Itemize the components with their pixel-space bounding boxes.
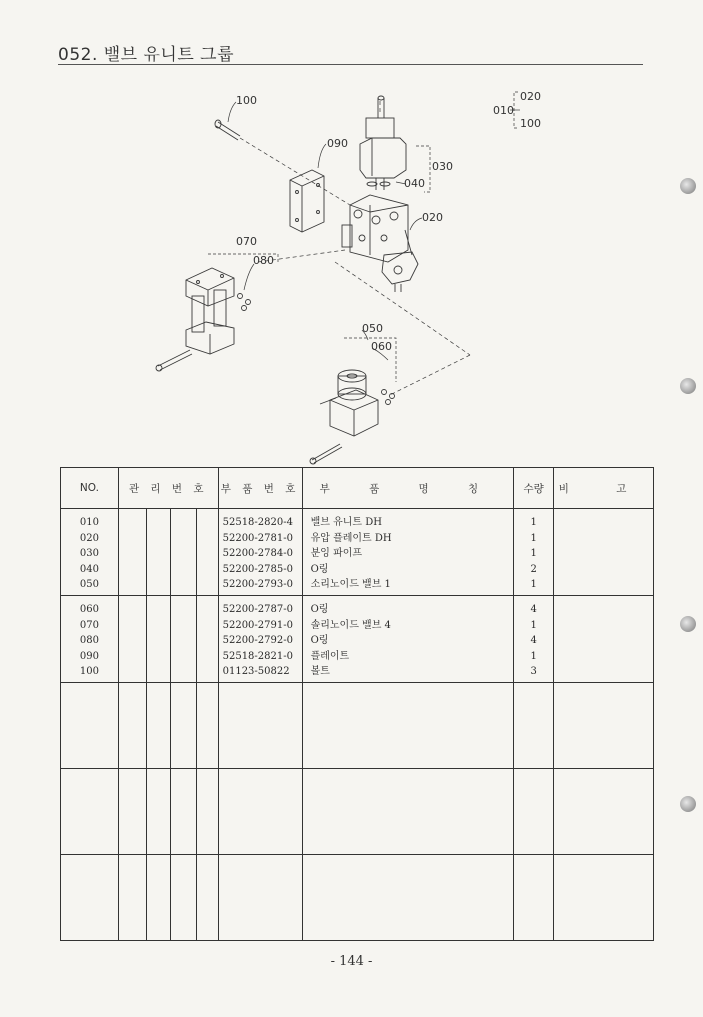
label-040: 040 [404, 177, 425, 190]
label-100: 100 [236, 94, 257, 107]
solenoid-valve-050-drawing [310, 370, 395, 464]
label-090: 090 [327, 137, 348, 150]
part-qty: 1 [530, 517, 537, 528]
page-number: - 144 - [330, 954, 373, 969]
part-qty: 1 [530, 619, 537, 631]
binder-hole [680, 796, 696, 812]
part-no: 050 [79, 579, 99, 591]
table-row-empty [61, 769, 654, 855]
page-title: 052. 밸브 유니트 그룹 [58, 45, 235, 65]
part-no: 030 [79, 548, 99, 560]
part-number: 52518-2821-0 [222, 650, 293, 662]
label-080: 080 [253, 254, 274, 267]
part-name: O링 [310, 563, 329, 575]
part-name: O링 [310, 635, 329, 647]
solenoid-valve-070-drawing [156, 268, 251, 371]
legend-label-020: 020 [520, 90, 541, 103]
header-quantity: 수량 [514, 468, 554, 509]
exploded-parts-diagram [0, 0, 703, 470]
part-qty: 1 [530, 650, 537, 662]
label-060: 060 [371, 340, 392, 353]
pipe-030-drawing [360, 96, 406, 190]
label-050: 050 [362, 322, 383, 335]
part-name: O링 [310, 604, 329, 615]
part-qty: 1 [530, 532, 537, 544]
legend-label-100: 100 [520, 117, 541, 130]
part-qty: 1 [530, 579, 537, 591]
part-no: 070 [79, 619, 99, 631]
binder-hole [680, 616, 696, 632]
part-name: 밸브 유니트 DH [310, 517, 382, 528]
part-number: 52518-2820-4 [222, 517, 293, 528]
part-name: 소리노이드 밸브 1 [310, 579, 391, 591]
part-name: 솔리노이드 밸브 4 [310, 619, 391, 631]
part-qty: 1 [530, 548, 537, 560]
part-number: 52200-2785-0 [222, 563, 293, 575]
bolt-100-drawing [215, 120, 240, 140]
table-row-empty [61, 683, 654, 769]
header-no: NO. [61, 468, 119, 509]
part-name: 유압 플레이트 DH [310, 532, 392, 544]
part-no: 090 [79, 650, 99, 662]
table-row-empty [61, 855, 654, 941]
part-qty: 4 [530, 604, 537, 615]
binder-hole [680, 178, 696, 194]
header-management-number: 관 리 번 호 [118, 468, 218, 509]
part-number: 52200-2781-0 [222, 532, 293, 544]
part-no: 040 [79, 563, 99, 575]
label-070: 070 [236, 235, 257, 248]
header-remarks: 비 고 [554, 468, 654, 509]
part-number: 52200-2784-0 [222, 548, 293, 560]
part-number: 52200-2791-0 [222, 619, 293, 631]
valve-unit-020-drawing [342, 195, 418, 292]
binder-hole [680, 378, 696, 394]
table-row-group [61, 596, 654, 683]
part-number: 01123-50822 [222, 666, 290, 678]
part-qty: 3 [530, 666, 537, 678]
part-name: 플레이트 [310, 650, 350, 662]
header-part-name: 부 품 명 칭 [302, 468, 514, 509]
part-number: 52200-2792-0 [222, 635, 293, 647]
part-no: 080 [79, 635, 99, 647]
plate-090-drawing [290, 170, 324, 232]
table-row-group [61, 509, 654, 596]
part-qty: 4 [530, 635, 537, 647]
part-no: 010 [79, 517, 99, 528]
parts-table [60, 467, 654, 941]
part-no: 100 [79, 666, 99, 678]
header-part-number: 부 품 번 호 [218, 468, 302, 509]
part-number: 52200-2787-0 [222, 604, 293, 615]
table-header-row [61, 468, 654, 509]
part-name: 분잉 파이프 [310, 548, 363, 560]
part-name: 볼트 [310, 666, 330, 678]
part-no: 020 [79, 532, 99, 544]
part-number: 52200-2793-0 [222, 579, 293, 591]
part-qty: 2 [530, 563, 537, 575]
label-030: 030 [432, 160, 453, 173]
label-020: 020 [422, 211, 443, 224]
part-no: 060 [79, 604, 99, 615]
legend-label-010: 010 [493, 104, 514, 117]
